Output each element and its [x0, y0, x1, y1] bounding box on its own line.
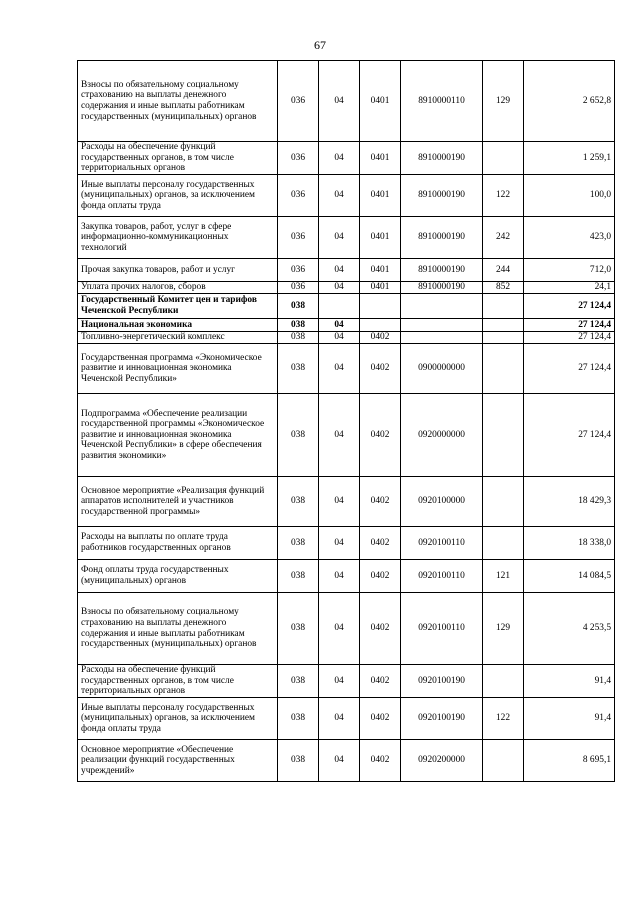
subsection-code-cell: 0402: [360, 344, 401, 394]
row-name-cell: Расходы на обеспечение функций государственных органов, в том числе территориальных органов: [78, 665, 278, 698]
budget-table-body: [78, 61, 615, 782]
ministry-code-cell: 038: [278, 344, 319, 394]
subsection-code-cell: [360, 319, 401, 332]
table-row: [78, 319, 615, 332]
expense-type-code-cell: [483, 142, 524, 175]
subsection-code-cell: 0401: [360, 282, 401, 294]
row-name-cell: Расходы на выплаты по оплате труда работников государственных органов: [78, 527, 278, 560]
section-code-cell: 04: [319, 665, 360, 698]
table-row: [78, 282, 615, 294]
expense-type-code-cell: [483, 332, 524, 344]
section-code-cell: 04: [319, 344, 360, 394]
ministry-code-cell: 038: [278, 332, 319, 344]
section-code-cell: 04: [319, 740, 360, 782]
amount-cell: 14 084,5: [524, 560, 615, 593]
ministry-code-cell: 036: [278, 282, 319, 294]
expense-type-code-cell: 122: [483, 175, 524, 217]
row-name-cell: Подпрограмма «Обеспечение реализации государственной программы «Экономическое развитие и инновационная экономика Чеченской Республики» в сфере обеспечения развития экономики»: [78, 394, 278, 477]
section-code-cell: 04: [319, 394, 360, 477]
ministry-code-cell: 038: [278, 294, 319, 319]
ministry-code-cell: 036: [278, 142, 319, 175]
target-article-code-cell: 0900000000: [401, 344, 483, 394]
table-row: [78, 593, 615, 665]
table-row: [78, 259, 615, 282]
section-code-cell: 04: [319, 217, 360, 259]
expense-type-code-cell: 129: [483, 61, 524, 142]
amount-cell: 18 429,3: [524, 477, 615, 527]
table-row: [78, 665, 615, 698]
target-article-code-cell: 0920100190: [401, 698, 483, 740]
row-name-cell: Взносы по обязательному социальному страхованию на выплаты денежного содержания и иные выплаты работникам государственных (муниципальных) органов: [78, 593, 278, 665]
row-name-cell: Иные выплаты персоналу государственных (муниципальных) органов, за исключением фонда оплаты труда: [78, 698, 278, 740]
subsection-code-cell: 0402: [360, 740, 401, 782]
expense-type-code-cell: [483, 740, 524, 782]
subsection-code-cell: 0402: [360, 332, 401, 344]
ministry-code-cell: 038: [278, 740, 319, 782]
amount-cell: 24,1: [524, 282, 615, 294]
section-code-cell: 04: [319, 319, 360, 332]
subsection-code-cell: 0402: [360, 560, 401, 593]
amount-cell: 100,0: [524, 175, 615, 217]
target-article-code-cell: 8910000190: [401, 175, 483, 217]
table-row: [78, 560, 615, 593]
subsection-code-cell: 0401: [360, 142, 401, 175]
subsection-code-cell: 0402: [360, 665, 401, 698]
row-name-cell: Расходы на обеспечение функций государственных органов, в том числе территориальных органов: [78, 142, 278, 175]
row-name-cell: Закупка товаров, работ, услуг в сфере информационно-коммуникационных технологий: [78, 217, 278, 259]
subsection-code-cell: 0401: [360, 175, 401, 217]
subsection-code-cell: [360, 294, 401, 319]
subsection-code-cell: 0402: [360, 593, 401, 665]
expense-type-code-cell: [483, 294, 524, 319]
table-row: [78, 294, 615, 319]
ministry-code-cell: 038: [278, 477, 319, 527]
table-row: [78, 344, 615, 394]
target-article-code-cell: [401, 332, 483, 344]
amount-cell: 423,0: [524, 217, 615, 259]
amount-cell: 712,0: [524, 259, 615, 282]
subsection-code-cell: 0402: [360, 698, 401, 740]
row-name-cell: Иные выплаты персоналу государственных (муниципальных) органов, за исключением фонда оплаты труда: [78, 175, 278, 217]
amount-cell: 4 253,5: [524, 593, 615, 665]
table-row: [78, 332, 615, 344]
amount-cell: 91,4: [524, 665, 615, 698]
amount-cell: 18 338,0: [524, 527, 615, 560]
amount-cell: 1 259,1: [524, 142, 615, 175]
ministry-code-cell: 036: [278, 259, 319, 282]
expense-type-code-cell: 242: [483, 217, 524, 259]
section-code-cell: 04: [319, 560, 360, 593]
expense-type-code-cell: [483, 344, 524, 394]
budget-table: [77, 60, 615, 782]
section-code-cell: 04: [319, 527, 360, 560]
expense-type-code-cell: [483, 527, 524, 560]
row-name-cell: Основное мероприятие «Обеспечение реализации функций государственных учреждений»: [78, 740, 278, 782]
section-code-cell: [319, 294, 360, 319]
subsection-code-cell: 0401: [360, 217, 401, 259]
table-row: [78, 142, 615, 175]
expense-type-code-cell: 244: [483, 259, 524, 282]
ministry-code-cell: 038: [278, 527, 319, 560]
ministry-code-cell: 036: [278, 61, 319, 142]
subsection-code-cell: 0402: [360, 477, 401, 527]
target-article-code-cell: 0920000000: [401, 394, 483, 477]
amount-cell: 27 124,4: [524, 294, 615, 319]
row-name-cell: Топливно-энергетический комплекс: [78, 332, 278, 344]
amount-cell: 27 124,4: [524, 332, 615, 344]
target-article-code-cell: 8910000190: [401, 217, 483, 259]
expense-type-code-cell: [483, 477, 524, 527]
target-article-code-cell: 0920100110: [401, 527, 483, 560]
table-row: [78, 175, 615, 217]
target-article-code-cell: 0920100000: [401, 477, 483, 527]
target-article-code-cell: 0920200000: [401, 740, 483, 782]
table-row: [78, 394, 615, 477]
amount-cell: 2 652,8: [524, 61, 615, 142]
ministry-code-cell: 038: [278, 319, 319, 332]
subsection-code-cell: 0402: [360, 527, 401, 560]
row-name-cell: Взносы по обязательному социальному страхованию на выплаты денежного содержания и иные выплаты работникам государственных (муниципальных) органов: [78, 61, 278, 142]
ministry-code-cell: 038: [278, 593, 319, 665]
section-code-cell: 04: [319, 61, 360, 142]
table-row: [78, 698, 615, 740]
amount-cell: 27 124,4: [524, 319, 615, 332]
row-name-cell: Основное мероприятие «Реализация функций аппаратов исполнителей и участников государственной программы»: [78, 477, 278, 527]
section-code-cell: 04: [319, 142, 360, 175]
target-article-code-cell: [401, 294, 483, 319]
amount-cell: 27 124,4: [524, 344, 615, 394]
section-code-cell: 04: [319, 477, 360, 527]
section-code-cell: 04: [319, 698, 360, 740]
section-code-cell: 04: [319, 593, 360, 665]
expense-type-code-cell: [483, 319, 524, 332]
amount-cell: 8 695,1: [524, 740, 615, 782]
section-code-cell: 04: [319, 175, 360, 217]
ministry-code-cell: 038: [278, 560, 319, 593]
ministry-code-cell: 036: [278, 175, 319, 217]
subsection-code-cell: 0402: [360, 394, 401, 477]
section-code-cell: 04: [319, 259, 360, 282]
ministry-code-cell: 038: [278, 394, 319, 477]
expense-type-code-cell: 121: [483, 560, 524, 593]
target-article-code-cell: 8910000190: [401, 142, 483, 175]
expense-type-code-cell: 852: [483, 282, 524, 294]
row-name-cell: Уплата прочих налогов, сборов: [78, 282, 278, 294]
row-name-cell: Государственный Комитет цен и тарифов Чеченской Республики: [78, 294, 278, 319]
target-article-code-cell: 0920100110: [401, 593, 483, 665]
row-name-cell: Фонд оплаты труда государственных (муниципальных) органов: [78, 560, 278, 593]
target-article-code-cell: 8910000110: [401, 61, 483, 142]
ministry-code-cell: 038: [278, 665, 319, 698]
subsection-code-cell: 0401: [360, 259, 401, 282]
amount-cell: 27 124,4: [524, 394, 615, 477]
table-row: [78, 527, 615, 560]
target-article-code-cell: 0920100110: [401, 560, 483, 593]
expense-type-code-cell: 122: [483, 698, 524, 740]
target-article-code-cell: [401, 319, 483, 332]
table-row: [78, 477, 615, 527]
expense-type-code-cell: [483, 394, 524, 477]
ministry-code-cell: 038: [278, 698, 319, 740]
section-code-cell: 04: [319, 282, 360, 294]
subsection-code-cell: 0401: [360, 61, 401, 142]
table-row: [78, 61, 615, 142]
row-name-cell: Государственная программа «Экономическое развитие и инновационная экономика Чеченской Республики»: [78, 344, 278, 394]
table-row: [78, 217, 615, 259]
target-article-code-cell: 8910000190: [401, 259, 483, 282]
amount-cell: 91,4: [524, 698, 615, 740]
row-name-cell: Национальная экономика: [78, 319, 278, 332]
expense-type-code-cell: [483, 665, 524, 698]
table-row: [78, 740, 615, 782]
row-name-cell: Прочая закупка товаров, работ и услуг: [78, 259, 278, 282]
page-number: 67: [314, 38, 326, 52]
ministry-code-cell: 036: [278, 217, 319, 259]
target-article-code-cell: 8910000190: [401, 282, 483, 294]
target-article-code-cell: 0920100190: [401, 665, 483, 698]
expense-type-code-cell: 129: [483, 593, 524, 665]
section-code-cell: 04: [319, 332, 360, 344]
